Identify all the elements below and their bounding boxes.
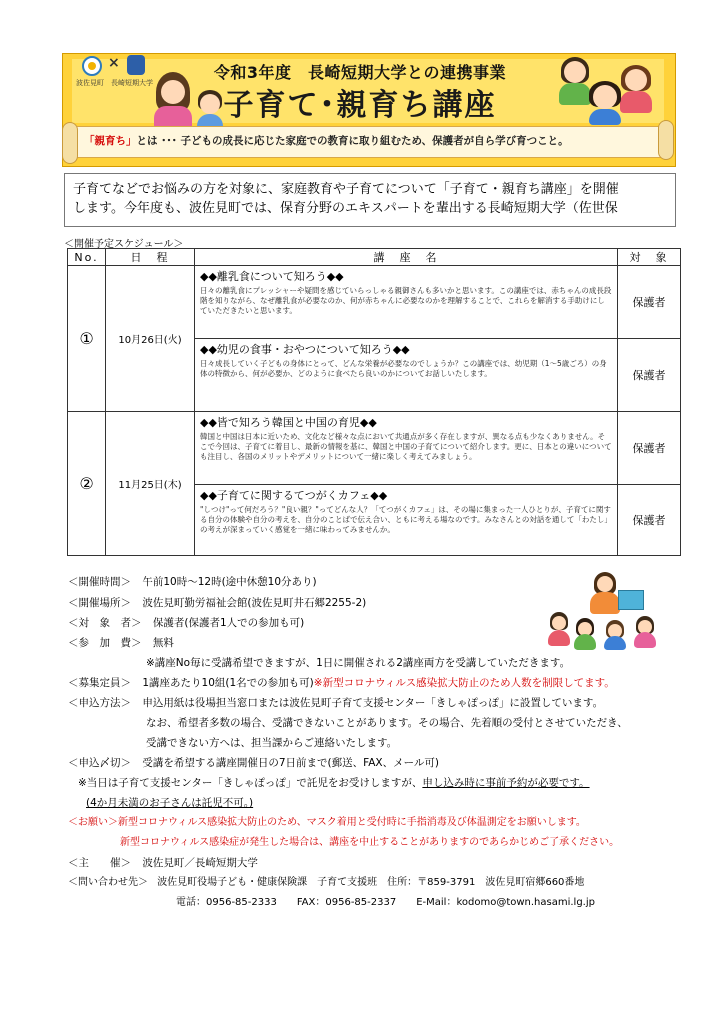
- host-label: ＜主 催＞: [68, 857, 131, 869]
- schedule-caption: ＜開催予定スケジュール＞: [64, 239, 184, 250]
- session-date: 11月25日(木): [106, 412, 195, 556]
- lecture-target: 保護者: [618, 266, 681, 339]
- lecture-target: 保護者: [618, 485, 681, 556]
- logo-caption: 波佐見町 長崎短期大学: [76, 79, 153, 87]
- contact-line-2: 電話：0956-85-2333 FAX：0956-85-2337 E-Mail：kodomo@town.hasami.lg.jp: [176, 897, 595, 908]
- lecture-cell: [195, 485, 618, 556]
- capacity-value: 1講座あたり10組(1名での参加も可): [142, 677, 314, 689]
- schedule-header-row: [68, 249, 681, 266]
- nagasaki-college-logo-icon: [127, 55, 145, 75]
- definition-text: [84, 133, 644, 148]
- lecture-title: ◆◆幼児の食事・おやつについて知ろう◆◆: [200, 343, 410, 356]
- session-date: 10月26日(火): [106, 266, 195, 412]
- lecture-target: 保護者: [618, 412, 681, 485]
- capacity-row: [68, 676, 615, 690]
- lecture-target: 保護者: [618, 339, 681, 412]
- childcare-note-2: (4か月未満のお子さんは託児不可。): [86, 797, 254, 809]
- intro-line-2: します。今年度も、波佐見町では、保育分野のエキスパートを輩出する長崎短期大学（佐世保: [73, 201, 618, 216]
- request-line-2: 新型コロナウィルス感染症が発生した場合は、講座を中止することがありますのであらかじめご了承ください。: [120, 837, 620, 848]
- contact-row: [68, 876, 584, 890]
- target-label: ＜対 象 者＞: [68, 617, 142, 629]
- apply-note-1: なお、希望者多数の場合、受講できないことがあります。その場合、先着順の受付とさせていただき、: [146, 717, 628, 729]
- deadline-value: 受講を希望する講座開催日の7日前まで(郵送、FAX、メール可): [142, 757, 439, 769]
- intro-line-1: 子育てなどでお悩みの方を対象に、家庭教育や子育てについて「子育て・親育ち講座」を開催: [73, 182, 619, 197]
- apply-label: ＜申込方法＞: [68, 697, 131, 709]
- header-target: 対 象: [618, 249, 681, 266]
- banner-subtitle: 令和3年度 長崎短期大学との連携事業: [213, 63, 507, 82]
- lecture-cell: [195, 266, 618, 339]
- lecture-description: 日々の離乳食にプレッシャーや疑問を感じていらっしゃる親御さんも多いかと思います。この講座では、赤ちゃんの成長段階を知りながら、なぜ離乳食が必要なのか、何が赤ちゃんに必要なのかを理解することで、これらを解消する手助けにしていただきたいと思います。: [200, 286, 612, 315]
- lecture-description: 韓国と中国は日本に近いため、文化など様々な点において共通点が多く存在しますが、異なる点も少なくありません。そこで今回は、子育てに着目し、最新の情報を基に、韓国と中国の子育てについて紹介します。更に、日本との違いについても注目し、各国のメリットやデメリットについて一緒に楽しく考えてみましょう。: [200, 432, 612, 461]
- intro-box: [64, 173, 676, 227]
- lecture-cell: [195, 412, 618, 485]
- lecture-cell: [195, 339, 618, 412]
- session-no: ②: [68, 412, 106, 556]
- capacity-note: ※新型コロナウィルス感染拡大防止のため人数を制限してます。: [313, 677, 615, 689]
- lecture-description: 日々成長していく子どもの身体にとって、どんな栄養が必要なのでしょうか？この講座では、幼児期（1～5歳ごろ）の身体の特徴から、何が必要か、どのように食べたら良いのかについてお話しいたします。: [200, 359, 607, 378]
- time-label: ＜開催時間＞: [68, 576, 131, 588]
- target-row: [68, 616, 304, 630]
- header-date: 日 程: [106, 249, 195, 266]
- fee-value: 無料: [152, 637, 174, 649]
- venue-label: ＜開催場所＞: [68, 597, 131, 609]
- capacity-label: ＜募集定員＞: [68, 677, 131, 689]
- definition-keyword: 「親育ち」: [84, 135, 137, 147]
- fee-label: ＜参 加 費＞: [68, 637, 142, 649]
- deadline-label: ＜申込〆切＞: [68, 757, 131, 769]
- schedule-table: [67, 248, 681, 556]
- children-illustration-icon: [545, 55, 670, 125]
- lecture-title: ◆◆皆で知ろう韓国と中国の育児◆◆: [200, 416, 377, 429]
- scroll-roll-right: [658, 120, 674, 160]
- banner-title: 子育て･親育ち講座: [223, 88, 497, 123]
- hasami-town-logo-icon: [82, 56, 102, 76]
- apply-value: 申込用紙は役場担当窓口または波佐見町子育て支援センター「きしゃぽっぽ」に設置しています。: [142, 697, 604, 709]
- target-value: 保護者(保護者1人での参加も可): [152, 617, 305, 629]
- contact-value: 波佐見町役場子ども・健康保険課 子育て支援班 住所：〒859-3791 波佐見町宿郷660番地: [157, 877, 585, 888]
- fee-note: ※講座No毎に受講希望できますが、1日に開催される2講座両方を受講していただきます。: [146, 657, 571, 669]
- request-line-1: ＜お願い＞新型コロナウィルス感染拡大防止のため、マスク着用と受付時に手指消毒及び体温測定をお願いします。: [68, 817, 586, 828]
- definition-body: とは ･･･ 子どもの成長に応じた家庭での教育に取り組むため、保護者が自ら学び育つこと。: [136, 135, 569, 147]
- contact-label: ＜問い合わせ先＞: [68, 877, 148, 888]
- venue-row: [68, 596, 366, 610]
- deadline-row: [68, 756, 439, 770]
- time-row: [68, 575, 317, 589]
- logo-separator: ×: [108, 55, 120, 71]
- childcare-note-a: ※当日は子育て支援センター「きしゃぽっぽ」で託児をお受けしますが、: [78, 777, 423, 789]
- table-row: [68, 266, 681, 339]
- apply-note-2: 受講できない方へは、担当課からご連絡いたします。: [146, 737, 398, 749]
- header-lecture: 講 座 名: [195, 249, 618, 266]
- scroll-roll-left: [62, 122, 78, 164]
- venue-value: 波佐見町勤労福祉会館(波佐見町井石郷2255-2): [142, 597, 367, 609]
- mother-child-illustration-icon: [150, 70, 235, 130]
- host-value: 波佐見町／長崎短期大学: [142, 857, 258, 869]
- table-row: [68, 412, 681, 485]
- lecture-title: ◆◆子育てに関するてつがくカフェ◆◆: [200, 489, 388, 502]
- lecture-title: ◆◆離乳食について知ろう◆◆: [200, 270, 344, 283]
- time-value: 午前10時～12時(途中休憩10分あり): [142, 576, 317, 588]
- childcare-note-b: 申し込み時に事前予約が必要です。: [422, 777, 590, 789]
- session-no: ①: [68, 266, 106, 412]
- apply-row: [68, 696, 603, 710]
- host-row: [68, 856, 258, 870]
- teacher-reading-illustration-icon: [540, 572, 670, 652]
- header-no: No.: [68, 249, 106, 266]
- lecture-description: "しつけ"って何だろう？"良い親？"ってどんな人？「てつがくカフェ」は、その場に集まった一人ひとりが、子育てに関する自分の体験や自分の考えを、自分のことばで伝え合い、ともに考える場なのです。みなさんとの対話を通して「わたし」の考えが深まっていく感覚を一緒に味わってみませんか。: [200, 505, 612, 534]
- childcare-note: [78, 776, 590, 790]
- fee-row: [68, 636, 174, 650]
